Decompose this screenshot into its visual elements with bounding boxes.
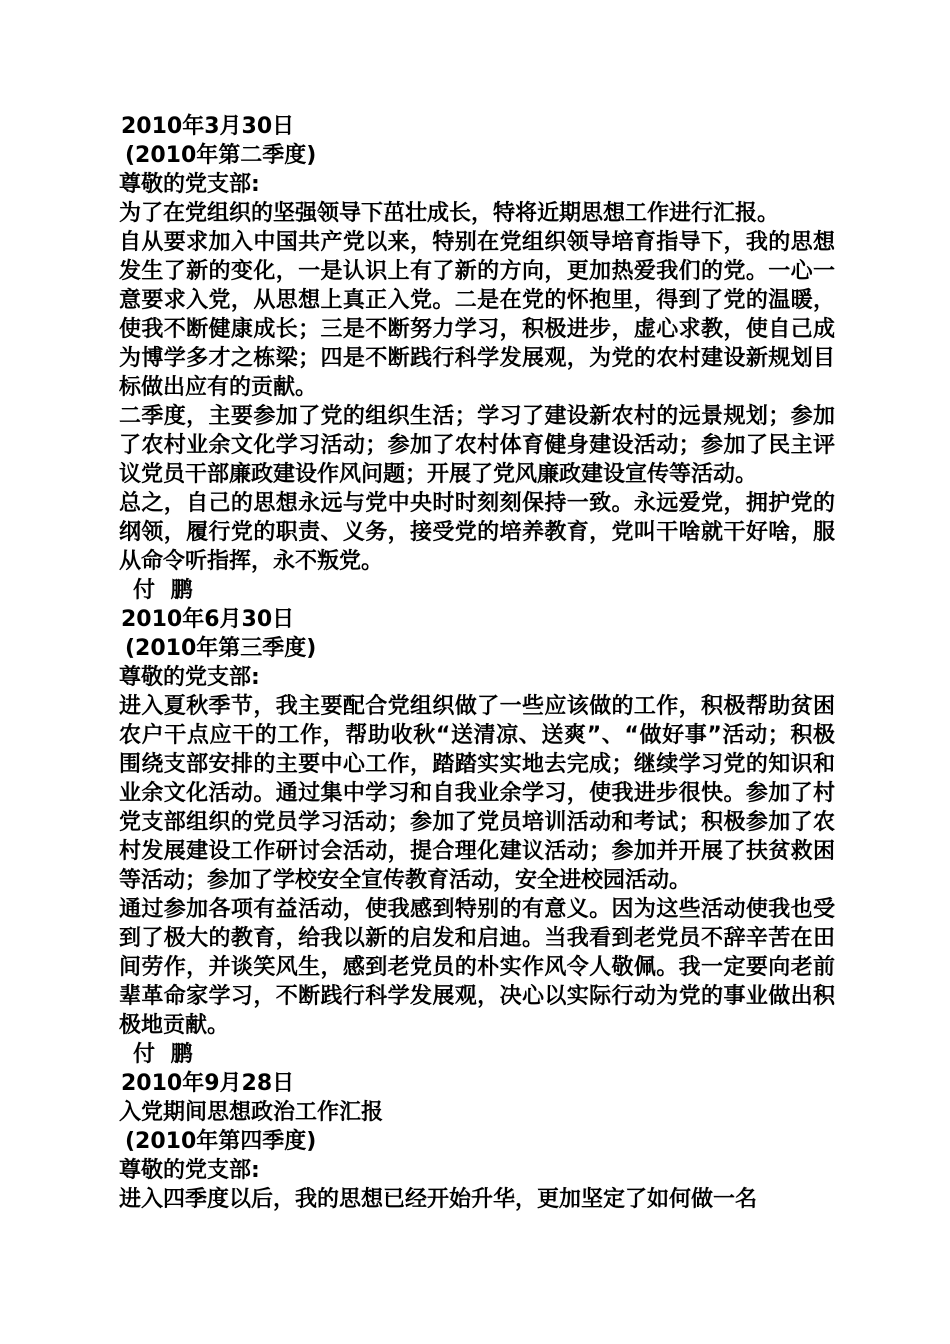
paragraph: 自从要求加入中国共产党以来，特别在党组织领导培育指导下，我的思想发生了新的变化，一是认识上有了新的方向，更加热爱我们的党。一心一意要求入党，从思想上真正入党。二是在党的怀抱里，得到了党的温暖，使我不断健康成长；三是不断努力学习，积极进步，虚心求教，使自己成为博学多才之栋梁；四是不断践行科学发展观，为党的农村建设新规划目标做出应有的贡献。 [119, 230, 835, 400]
report-date: 2010年6月30日 [121, 607, 295, 632]
paragraph: 进入夏秋季节，我主要配合党组织做了一些应该做的工作，积极帮助贫困农户干点应干的工作，帮助收秋“送清凉、送爽”、“做好事”活动；积极围绕支部安排的主要中心工作，踏踏实实地去完成；继续学习党的知识和业余文化活动。通过集中学习和自我业余学习，使我进步很快。参加了村党支部组织的党员学习活动；参加了党员培训活动和考试；积极参加了农村发展建设工作研讨会活动，提合理化建议活动；参加并开展了扶贫救困等活动；参加了学校安全宣传教育活动，安全进校园活动。 [119, 694, 835, 893]
report-title: 入党期间思想政治工作汇报 [119, 1100, 384, 1125]
quarter-label: (2010年第四季度) [125, 1129, 317, 1154]
quarter-label: (2010年第三季度) [125, 636, 317, 661]
signature: 付 鹏 [133, 578, 197, 603]
report-date: 2010年3月30日 [121, 114, 295, 139]
paragraph: 通过参加各项有益活动，使我感到特别的有意义。因为这些活动使我也受到了极大的教育，给我以新的启发和启迪。当我看到老党员不辞辛苦在田间劳作，并谈笑风生，感到老党员的朴实作风令人敬佩。我一定要向老前辈革命家学习，不断践行科学发展观，决心以实际行动为党的事业做出积极地贡献。 [119, 897, 835, 1038]
paragraph: 总之，自己的思想永远与党中央时时刻刻保持一致。永远爱党，拥护党的纲领，履行党的职责、义务，接受党的培养教育，党叫干啥就干好啥，服从命令听指挥，永不叛党。 [119, 491, 835, 574]
signature: 付 鹏 [133, 1042, 197, 1067]
document-body [113, 112, 835, 1214]
salutation: 尊敬的党支部: [119, 665, 260, 690]
quarter-label: (2010年第二季度) [125, 143, 317, 168]
paragraph: 为了在党组织的坚强领导下茁壮成长，特将近期思想工作进行汇报。 [119, 201, 780, 226]
paragraph: 二季度，主要参加了党的组织生活；学习了建设新农村的远景规划；参加了农村业余文化学习活动；参加了农村体育健身建设活动；参加了民主评议党员干部廉政建设作风问题；开展了党风廉政建设宣传等活动。 [119, 404, 835, 487]
salutation: 尊敬的党支部: [119, 1158, 260, 1183]
salutation: 尊敬的党支部: [119, 172, 260, 197]
report-date: 2010年9月28日 [121, 1071, 295, 1096]
paragraph: 进入四季度以后，我的思想已经开始升华，更加坚定了如何做一名 [119, 1187, 758, 1212]
